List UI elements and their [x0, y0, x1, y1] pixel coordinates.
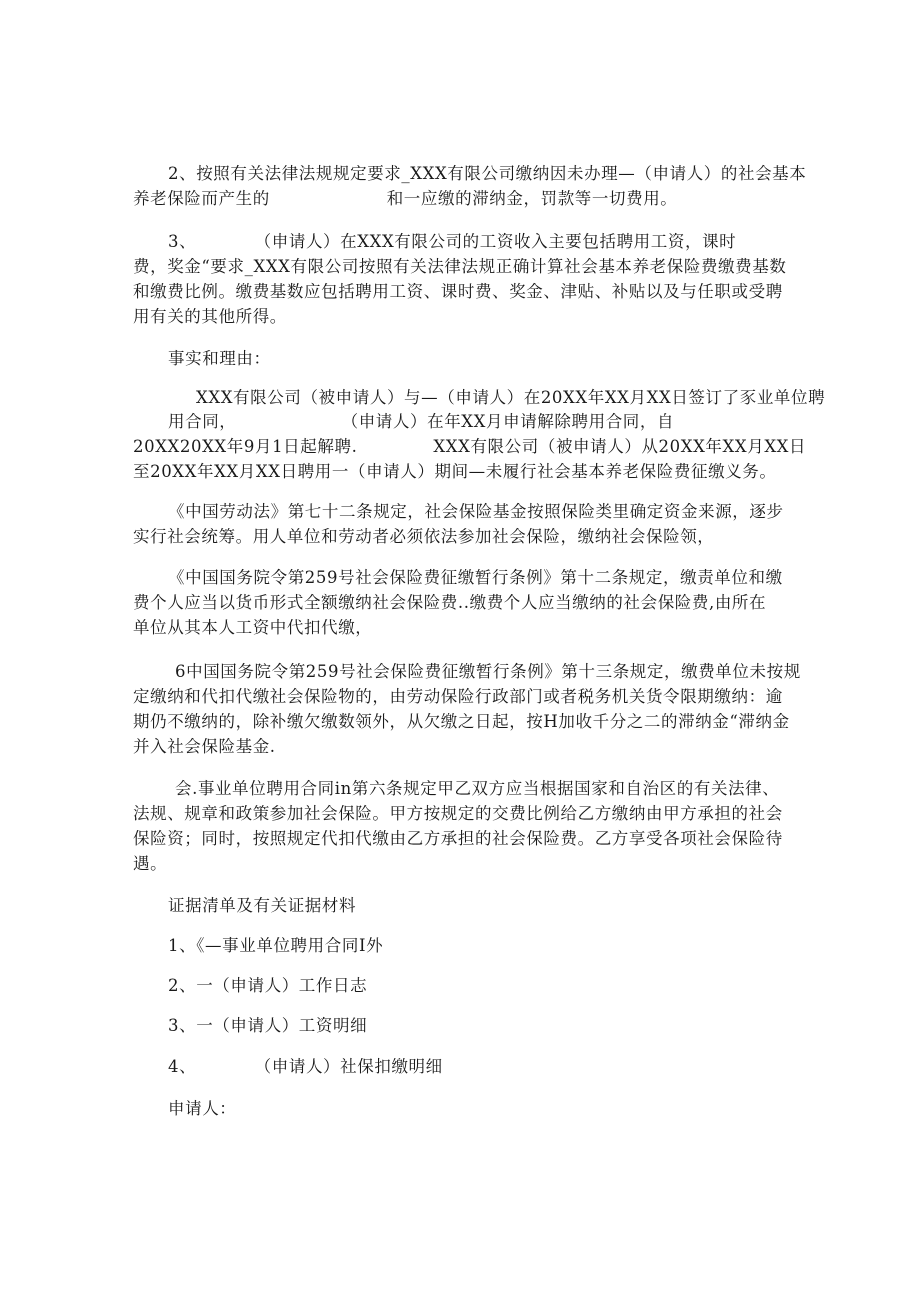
evidence-item: 3、一（申请人）工资明细: [168, 1016, 368, 1035]
article-13-line-2: 定缴纳和代扣代缴社会保险物的，由劳动保险行政部门或者税务机关货令限期缴纳：逾: [133, 687, 783, 706]
evidence-item: 1、《—事业单位聘用合同I外: [168, 936, 384, 955]
evidence-heading: 证据清单及有关证据材料: [168, 896, 357, 915]
article-12-line-2: 费个人应当以货币形式全额缴纳社会保险费..缴费个人应当缴纳的社会保险费,由所在: [133, 593, 767, 612]
paragraph-3-line-4: 用有关的其他所得。: [133, 307, 287, 326]
contract-line-3: 保险资；同时，按照规定代扣代缴由乙方承担的社会保险费。乙方享受各项社会保险待: [133, 829, 783, 848]
facts-line-1: XXX有限公司（被申请人）与—（申请人）在20XX年XX月XX日签订了豕业单位聘: [196, 388, 826, 407]
contract-line-2: 法规、规章和政策参加社会保险。甲方按规定的交费比例给乙方缴纳由甲方承担的社会: [133, 804, 783, 823]
facts-line-2: 用合同， （申请人）在年XX月申请解除聘用合同，自: [168, 412, 675, 431]
contract-line-1: 会.事业单位聘用合同in第六条规定甲乙双方应当根据国家和自治区的有关法律、: [175, 779, 780, 798]
article-13-line-4: 并入社会保险基金.: [133, 737, 276, 756]
applicant-label: 申请人：: [168, 1099, 237, 1118]
paragraph-2-line-1: 2、按照有关法律法规规定要求_XXX有限公司缴纳因未办理—（申请人）的社会基本: [168, 164, 807, 183]
article-12-line-3: 单位从其本人工资中代扣代缴，: [133, 618, 373, 637]
article-13-line-3: 期仍不缴纳的，除补缴欠缴数领外，从欠缴之日起，按H加收千分之二的滞纳金“滞纳金: [133, 712, 790, 731]
contract-line-4: 遇。: [133, 854, 168, 873]
paragraph-3-line-1: 3、 （申请人）在XXX有限公司的工资收入主要包括聘用工资，课时: [168, 232, 737, 251]
paragraph-2-line-2: 养老保险而产生的 和一应缴的滞纳金，罚款等一切费用。: [133, 189, 678, 208]
evidence-item: 4、 （申请人）社保扣缴明细: [168, 1057, 443, 1076]
paragraph-3-line-3: 和缴费比例。缴费基数应包括聘用工资、课时费、奖金、津贴、补贴以及与任职或受聘: [133, 282, 783, 301]
facts-line-4: 至20XX年XX月XX日聘用一（申请人）期间—未履行社会基本养老保险费征缴义务。: [133, 462, 777, 481]
facts-heading: 事实和理由：: [168, 349, 271, 368]
labor-law-line-1: 《中国劳动法》第七十二条规定，社会保险基金按照保险类里确定资金来源，逐步: [168, 502, 784, 521]
article-12-line-1: 《中国国务院令第259号社会保险费征缴暂行条例》第十二条规定，缴责单位和缴: [168, 568, 783, 587]
labor-law-line-2: 实行社会统筹。用人单位和劳动者必须依法参加社会保险，缴纳社会保险领，: [133, 527, 715, 546]
evidence-item: 2、一（申请人）工作日志: [168, 976, 368, 995]
article-13-line-1: 6中国国务院令第259号社会保险费征缴暂行条例》第十三条规定，缴费单位未按规: [175, 662, 801, 681]
paragraph-3-line-2: 费，奖金“要求_XXX有限公司按照有关法律法规正确计算社会基本养老保险费缴费基数: [133, 257, 787, 276]
facts-line-3: 20XX20XX年9月1日起解聘. XXX有限公司（被申请人）从20XX年XX月XX日: [133, 437, 807, 456]
